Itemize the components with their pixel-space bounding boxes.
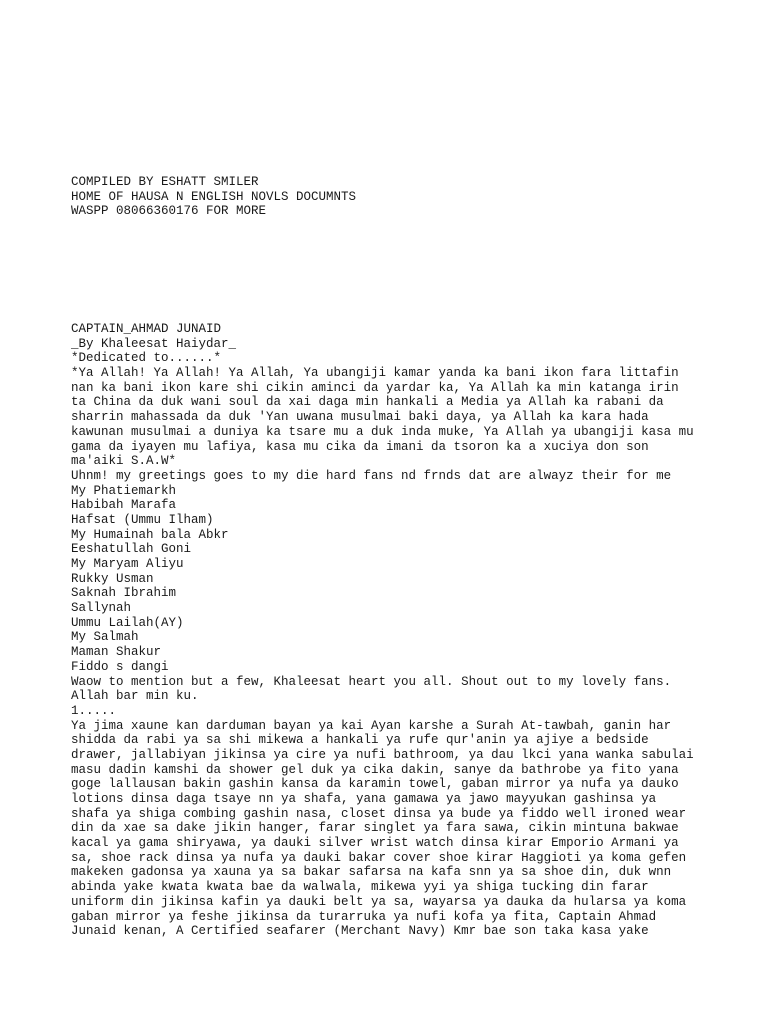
text-line: masu dadin kamshi da shower gel duk ya cika dakin, sanye da bathrobe ya fito yana [71,762,679,777]
text-line: gama da iyayen mu lafiya, kasa mu cika da imani da tsoron ka a xuciya don son [71,439,649,454]
greetings-line: Uhnm! my greetings goes to my die hard fans nd frnds dat are alwayz their for me [71,468,672,483]
header-line: HOME OF HAUSA N ENGLISH NOVLS DOCUMNTS [71,189,357,204]
text-line: lotions dinsa daga tsaye nn ya shafa, yana gamawa ya jawo mayyukan gashinsa ya [71,792,657,806]
fan-name: My Humainah bala Abkr [71,527,229,542]
text-line: Junaid kenan, A Certified seafarer (Merchant Navy) Kmr bae son taka kasa yake [71,924,649,939]
text-line: *Ya Allah! Ya Allah! Ya Allah, Ya ubangiji kamar yanda ka bani ikon fara littafin [71,366,679,381]
compiler-header [71,175,356,219]
document-body [71,322,694,939]
fan-name: Sallynah [71,601,132,616]
text-line: Ya jima xaune kan darduman bayan ya kai Ayan karshe a Surah At-tawbah, ganin har [71,718,672,733]
fan-name: Fiddo s dangi [71,659,169,674]
story-title: CAPTAIN_AHMAD JUNAID [71,322,222,336]
text-line: kawunan musulmai a duniya ka tsare mu a duk inda muke, Ya Allah ya ubangiji kasa mu [71,424,694,439]
text-line: goge lallausan bakin gashin kansa da karamin towel, gaban mirror ya nufa ya dauko [71,777,679,792]
fan-name: My Maryam Aliyu [71,557,184,571]
header-line: COMPILED BY ESHATT SMILER [71,175,259,189]
fan-name: Rukky Usman [71,571,154,586]
text-line: sa, shoe rack dinsa ya nufa ya dauki bakar cover shoe kirar Haggioti ya koma gefen [71,850,687,865]
fan-name: Hafsat (Ummu Ilham) [71,512,214,527]
text-line: makeken gadonsa ya xauna ya sa bakar safarsa na kafa snn ya sa shoe din, duk wnn [71,865,672,880]
author-line: _By Khaleesat Haiydar_ [71,336,237,351]
fan-name: Maman Shakur [71,645,162,660]
text-line: drawer, jallabiyan jikinsa ya cire ya nufi bathroom, ya dau lkci yana wanka sabulai [71,747,694,762]
dedication-heading: *Dedicated to......* [71,351,222,366]
text-line: shidda da rabi ya sa shi mikewa a hankali ya rufe qur'anin ya ajiye a bedside [71,733,649,748]
text-line: sharrin mahassada da duk 'Yan uwana musulmai baki daya, ya Allah ka kara hada [71,410,649,425]
fan-name: My Salmah [71,630,139,645]
text-line: Waow to mention but a few, Khaleesat heart you all. Shout out to my lovely fans. [71,674,672,689]
fan-name: Saknah Ibrahim [71,586,177,601]
text-line: ta China da duk wani soul da xai daga min hankali a Media ya Allah ka rabani da [71,395,664,410]
text-line: kacal ya gama shiryawa, ya dauki silver wrist watch dinsa kirar Emporio Armani ya [71,836,679,851]
text-line: gaban mirror ya feshe jikinsa da turarruka ya nufi kofa ya fita, Captain Ahmad [71,909,657,924]
chapter-number: 1..... [71,703,117,718]
fan-name: Eeshatullah Goni [71,542,192,557]
text-line: nan ka bani ikon kare shi cikin aminci da yardar ka, Ya Allah ka min katanga irin [71,380,679,395]
text-line: din da xae sa dake jikin hanger, farar singlet ya fara sawa, cikin mintuna bakwae [71,821,679,836]
text-line: uniform din jikinsa kafin ya dauki belt ya sa, wayarsa ya dauka da hularsa ya koma [71,894,687,909]
fan-name: My Phatiemarkh [71,483,177,498]
fan-name: Ummu Lailah(AY) [71,615,184,630]
fan-name: Habibah Marafa [71,498,177,513]
header-line: WASPP 08066360176 FOR MORE [71,204,267,219]
text-line: Allah bar min ku. [71,689,199,704]
text-line: ma'aiki S.A.W* [71,454,177,469]
text-line: abinda yake kwata kwata bae da walwala, mikewa yyi ya shiga tucking din farar [71,880,649,895]
text-line: shafa ya shiga combing gashin nasa, closet dinsa ya bude ya fiddo well ironed wear [71,806,687,821]
